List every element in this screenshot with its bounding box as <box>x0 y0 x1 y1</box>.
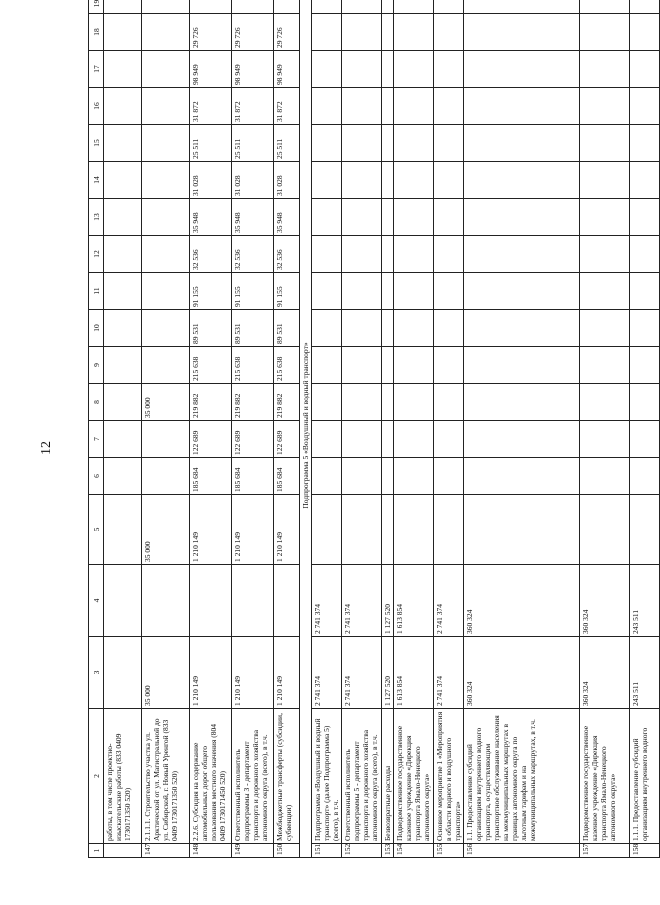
column-header: 1 <box>89 844 104 858</box>
amount-cell <box>580 495 630 565</box>
amount-cell <box>312 162 342 199</box>
amount-cell <box>342 273 382 310</box>
table-row <box>190 0 232 858</box>
amount-cell <box>434 51 464 88</box>
amount-cell <box>104 88 142 125</box>
row-number: 153 <box>382 844 394 858</box>
column-header: 19 <box>89 0 104 14</box>
amount-cell: 2 741 374 <box>312 565 342 637</box>
amount-cell: 98 949 <box>274 51 300 88</box>
amount-cell: 215 638 <box>274 347 300 384</box>
amount-cell <box>394 14 434 51</box>
amount-cell <box>382 495 394 565</box>
amount-cell <box>394 162 434 199</box>
amount-cell: 35 000 <box>142 384 190 421</box>
amount-cell: 360 324 <box>580 565 630 637</box>
row-number: 156 <box>464 844 580 858</box>
amount-cell: 360 324 <box>580 637 630 709</box>
amount-cell <box>464 384 580 421</box>
amount-cell: 1 127 520 <box>382 565 394 637</box>
amount-cell <box>142 14 190 51</box>
amount-cell <box>434 421 464 458</box>
amount-cell <box>312 421 342 458</box>
column-header: 15 <box>89 125 104 162</box>
amount-cell <box>382 384 394 421</box>
amount-cell: 91 155 <box>232 273 274 310</box>
amount-cell <box>580 199 630 236</box>
amount-cell <box>342 199 382 236</box>
amount-cell: 35 948 <box>274 199 300 236</box>
amount-cell <box>464 421 580 458</box>
amount-cell <box>630 421 660 458</box>
amount-cell: 215 638 <box>190 347 232 384</box>
amount-cell <box>312 0 342 14</box>
amount-cell <box>630 273 660 310</box>
column-header: 10 <box>89 310 104 347</box>
amount-cell <box>394 51 434 88</box>
amount-cell <box>382 310 394 347</box>
row-description: Основное мероприятие 1 «Мероприятия в области водного и воздушного транспорта» <box>434 709 464 844</box>
amount-cell: 1 210 149 <box>274 495 300 565</box>
row-number: 149 <box>232 844 274 858</box>
table-row <box>274 0 300 858</box>
amount-cell: 31 028 <box>274 162 300 199</box>
amount-cell: 185 684 <box>274 458 300 495</box>
amount-cell: 31 872 <box>274 88 300 125</box>
table-row <box>342 0 382 858</box>
amount-cell <box>342 347 382 384</box>
amount-cell <box>434 495 464 565</box>
table-row <box>434 0 464 858</box>
amount-cell <box>312 495 342 565</box>
amount-cell <box>104 162 142 199</box>
amount-cell <box>464 310 580 347</box>
table-row <box>394 0 434 858</box>
amount-cell <box>464 0 580 14</box>
amount-cell <box>104 236 142 273</box>
row-number <box>104 844 142 858</box>
row-description: Подведомственное государственное казенное учреждение «Дирекция транспорта Ямало-Ненецкого автономного округа» <box>580 709 630 844</box>
amount-cell <box>464 51 580 88</box>
row-number: 150 <box>274 844 300 858</box>
amount-cell: 1 613 854 <box>394 565 434 637</box>
amount-cell <box>434 14 464 51</box>
amount-cell <box>342 14 382 51</box>
amount-cell: 1 127 520 <box>382 637 394 709</box>
amount-cell <box>434 199 464 236</box>
amount-cell <box>274 565 300 637</box>
amount-cell <box>580 88 630 125</box>
amount-cell <box>382 88 394 125</box>
amount-cell <box>142 347 190 384</box>
table-row <box>630 0 660 858</box>
amount-cell <box>580 236 630 273</box>
amount-cell <box>382 199 394 236</box>
amount-cell <box>382 236 394 273</box>
amount-cell: 360 324 <box>464 637 580 709</box>
amount-cell <box>104 637 142 709</box>
amount-cell <box>464 236 580 273</box>
row-number: 158 <box>630 844 660 858</box>
amount-cell: 122 689 <box>232 421 274 458</box>
amount-cell <box>434 0 464 14</box>
amount-cell: 32 536 <box>190 236 232 273</box>
amount-cell <box>232 565 274 637</box>
page-number: 12 <box>39 441 54 455</box>
amount-cell <box>580 458 630 495</box>
row-description: 1.1. Предоставление субсидий организациям внутреннего водного транспорта, осуществляющим транспортное обслуживание населения на межмуниципальных маршрутах в границах автономного округа по льготным тарифам и на межмуниципальных маршрутах, в т.ч. <box>464 709 580 844</box>
amount-cell <box>464 125 580 162</box>
amount-cell <box>104 0 142 14</box>
amount-cell: 35 000 <box>142 637 190 709</box>
amount-cell <box>342 162 382 199</box>
amount-cell <box>630 310 660 347</box>
subprogram-title: Подпрограмма 5 «Воздушный и водный транспорт» <box>300 0 312 858</box>
amount-cell: 25 511 <box>190 125 232 162</box>
row-description: Подведомственное государственное казенное учреждение «Дирекция транспорта Ямало-Ненецкого автономного округа» <box>394 709 434 844</box>
amount-cell: 89 531 <box>232 310 274 347</box>
amount-cell <box>342 384 382 421</box>
amount-cell <box>142 199 190 236</box>
amount-cell <box>342 51 382 88</box>
amount-cell <box>580 125 630 162</box>
table-row <box>312 0 342 858</box>
amount-cell <box>630 347 660 384</box>
amount-cell <box>394 384 434 421</box>
row-description: 2.2.6. Субсидия на содержание автомобильных дорог общего пользования местного значения (804 0409 1730171450 520) <box>190 709 232 844</box>
column-header: 6 <box>89 458 104 495</box>
row-number: 151 <box>312 844 342 858</box>
amount-cell <box>342 310 382 347</box>
amount-cell: 29 726 <box>232 14 274 51</box>
amount-cell: 98 949 <box>190 51 232 88</box>
row-description: 1.1.1. Предоставление субсидий организациям внутреннего водного <box>630 709 660 844</box>
amount-cell <box>464 273 580 310</box>
amount-cell <box>580 347 630 384</box>
row-number: 148 <box>190 844 232 858</box>
amount-cell <box>464 14 580 51</box>
amount-cell <box>190 0 232 14</box>
amount-cell: 2 741 374 <box>312 637 342 709</box>
amount-cell <box>630 384 660 421</box>
amount-cell <box>630 51 660 88</box>
row-description: Подпрограмма «Воздушный и водный транспорт» (далее Подпрограмма 5) (всего), в т.ч. <box>312 709 342 844</box>
amount-cell: 31 872 <box>232 88 274 125</box>
amount-cell <box>104 273 142 310</box>
amount-cell <box>382 421 394 458</box>
row-description: 2.1.1.1. Строительство участка ул. Арктической от ул. Магистральной до ул. Сибирской, г. Новый Уренгой (833 0409 1730171350 520) <box>142 709 190 844</box>
amount-cell <box>434 458 464 495</box>
amount-cell <box>464 162 580 199</box>
amount-cell <box>630 88 660 125</box>
amount-cell <box>312 51 342 88</box>
amount-cell <box>382 0 394 14</box>
subprogram-header-row <box>300 0 312 858</box>
amount-cell <box>342 125 382 162</box>
amount-cell: 25 511 <box>274 125 300 162</box>
amount-cell <box>312 199 342 236</box>
amount-cell: 29 726 <box>274 14 300 51</box>
amount-cell: 1 210 149 <box>274 637 300 709</box>
amount-cell <box>104 495 142 565</box>
amount-cell: 215 638 <box>232 347 274 384</box>
amount-cell <box>580 162 630 199</box>
amount-cell <box>580 14 630 51</box>
amount-cell <box>382 51 394 88</box>
amount-cell <box>312 347 342 384</box>
amount-cell <box>434 125 464 162</box>
amount-cell <box>434 347 464 384</box>
amount-cell: 1 210 149 <box>232 637 274 709</box>
amount-cell <box>312 236 342 273</box>
column-header: 17 <box>89 51 104 88</box>
amount-cell <box>382 14 394 51</box>
amount-cell <box>630 125 660 162</box>
amount-cell <box>342 236 382 273</box>
amount-cell <box>630 14 660 51</box>
amount-cell <box>312 310 342 347</box>
amount-cell <box>464 199 580 236</box>
amount-cell <box>630 236 660 273</box>
amount-cell: 1 613 854 <box>394 637 434 709</box>
amount-cell <box>394 273 434 310</box>
rotated-table-wrapper <box>88 0 649 858</box>
column-header: 18 <box>89 14 104 51</box>
amount-cell: 31 028 <box>232 162 274 199</box>
amount-cell <box>382 458 394 495</box>
amount-cell: 91 155 <box>274 273 300 310</box>
column-header: 7 <box>89 421 104 458</box>
amount-cell <box>580 421 630 458</box>
amount-cell <box>394 347 434 384</box>
amount-cell <box>312 125 342 162</box>
amount-cell: 122 689 <box>190 421 232 458</box>
amount-cell: 219 882 <box>232 384 274 421</box>
row-description: Ответственный исполнитель подпрограммы 5 - департамент транспорта и дорожного хозяйства автономного округа (всего), в т.ч. <box>342 709 382 844</box>
amount-cell <box>580 384 630 421</box>
amount-cell <box>342 421 382 458</box>
amount-cell: 122 689 <box>274 421 300 458</box>
table-row <box>232 0 274 858</box>
header-row <box>89 0 104 858</box>
column-header: 11 <box>89 273 104 310</box>
amount-cell: 219 882 <box>190 384 232 421</box>
table-row <box>104 0 142 858</box>
amount-cell <box>104 125 142 162</box>
amount-cell <box>434 88 464 125</box>
amount-cell: 243 511 <box>630 565 660 637</box>
amount-cell: 32 536 <box>274 236 300 273</box>
row-number: 154 <box>394 844 434 858</box>
amount-cell <box>142 236 190 273</box>
amount-cell <box>394 458 434 495</box>
amount-cell <box>394 310 434 347</box>
row-number: 147 <box>142 844 190 858</box>
amount-cell <box>434 310 464 347</box>
amount-cell <box>434 384 464 421</box>
amount-cell <box>142 162 190 199</box>
amount-cell: 243 511 <box>630 637 660 709</box>
amount-cell <box>382 162 394 199</box>
amount-cell <box>104 458 142 495</box>
column-header: 9 <box>89 347 104 384</box>
amount-cell: 89 531 <box>274 310 300 347</box>
amount-cell: 98 949 <box>232 51 274 88</box>
amount-cell <box>394 125 434 162</box>
row-description: Безвозвратные расходы <box>382 709 394 844</box>
amount-cell <box>580 310 630 347</box>
amount-cell <box>232 0 274 14</box>
table-row <box>464 0 580 858</box>
table-row <box>382 0 394 858</box>
amount-cell: 360 324 <box>464 565 580 637</box>
amount-cell: 31 872 <box>190 88 232 125</box>
amount-cell <box>434 162 464 199</box>
amount-cell <box>434 273 464 310</box>
amount-cell <box>394 88 434 125</box>
amount-cell <box>104 51 142 88</box>
amount-cell: 89 531 <box>190 310 232 347</box>
amount-cell: 185 684 <box>232 458 274 495</box>
column-header: 8 <box>89 384 104 421</box>
amount-cell: 32 536 <box>232 236 274 273</box>
column-header: 2 <box>89 709 104 844</box>
amount-cell: 35 948 <box>190 199 232 236</box>
amount-cell: 25 511 <box>232 125 274 162</box>
amount-cell <box>382 273 394 310</box>
amount-cell: 29 726 <box>190 14 232 51</box>
amount-cell <box>104 347 142 384</box>
table-row <box>142 0 190 858</box>
amount-cell <box>382 125 394 162</box>
table-row <box>580 0 630 858</box>
amount-cell <box>274 0 300 14</box>
amount-cell <box>312 458 342 495</box>
amount-cell: 1 210 149 <box>190 637 232 709</box>
amount-cell <box>394 236 434 273</box>
column-header: 4 <box>89 565 104 637</box>
amount-cell <box>142 51 190 88</box>
amount-cell <box>464 458 580 495</box>
amount-cell: 2 741 374 <box>434 565 464 637</box>
amount-cell <box>104 384 142 421</box>
amount-cell: 35 000 <box>142 495 190 565</box>
amount-cell <box>142 310 190 347</box>
amount-cell: 31 028 <box>190 162 232 199</box>
row-number: 155 <box>434 844 464 858</box>
amount-cell <box>190 565 232 637</box>
amount-cell <box>142 273 190 310</box>
amount-cell: 1 210 149 <box>232 495 274 565</box>
amount-cell <box>382 347 394 384</box>
amount-cell <box>580 51 630 88</box>
amount-cell: 2 741 374 <box>342 565 382 637</box>
amount-cell <box>104 421 142 458</box>
column-header: 12 <box>89 236 104 273</box>
amount-cell <box>630 495 660 565</box>
amount-cell: 2 741 374 <box>342 637 382 709</box>
amount-cell <box>464 495 580 565</box>
amount-cell <box>464 347 580 384</box>
amount-cell <box>142 0 190 14</box>
amount-cell <box>464 88 580 125</box>
amount-cell: 2 741 374 <box>434 637 464 709</box>
amount-cell: 91 155 <box>190 273 232 310</box>
amount-cell: 219 882 <box>274 384 300 421</box>
row-number: 152 <box>342 844 382 858</box>
amount-cell <box>142 565 190 637</box>
amount-cell <box>394 421 434 458</box>
amount-cell <box>342 495 382 565</box>
amount-cell <box>630 199 660 236</box>
column-header: 5 <box>89 495 104 565</box>
row-description: Ответственный исполнитель подпрограммы 3 - департамент транспорта и дорожного хозяйства автономного округа (всего), в т.ч. <box>232 709 274 844</box>
amount-cell <box>312 88 342 125</box>
column-header: 14 <box>89 162 104 199</box>
column-header: 16 <box>89 88 104 125</box>
amount-cell <box>630 0 660 14</box>
amount-cell <box>104 199 142 236</box>
amount-cell: 185 684 <box>190 458 232 495</box>
amount-cell <box>142 88 190 125</box>
amount-cell: 1 210 149 <box>190 495 232 565</box>
amount-cell <box>394 199 434 236</box>
amount-cell <box>142 421 190 458</box>
amount-cell <box>312 14 342 51</box>
amount-cell <box>342 88 382 125</box>
amount-cell <box>104 565 142 637</box>
amount-cell <box>434 236 464 273</box>
column-header: 13 <box>89 199 104 236</box>
amount-cell <box>104 310 142 347</box>
amount-cell <box>580 0 630 14</box>
column-header: 3 <box>89 637 104 709</box>
amount-cell: 35 948 <box>232 199 274 236</box>
amount-cell <box>394 495 434 565</box>
amount-cell <box>142 125 190 162</box>
amount-cell <box>394 0 434 14</box>
row-description: работы, в том числе проектно-изыскательские работы (833 0409 1730171350 520) <box>104 709 142 844</box>
budget-table <box>88 0 660 858</box>
amount-cell <box>104 14 142 51</box>
amount-cell <box>580 273 630 310</box>
row-number: 157 <box>580 844 630 858</box>
amount-cell <box>630 458 660 495</box>
amount-cell <box>312 273 342 310</box>
amount-cell <box>142 458 190 495</box>
amount-cell <box>630 162 660 199</box>
amount-cell <box>312 384 342 421</box>
amount-cell <box>342 458 382 495</box>
amount-cell <box>342 0 382 14</box>
row-description: Межбюджетные трансферты (субсидии, субвенции) <box>274 709 300 844</box>
